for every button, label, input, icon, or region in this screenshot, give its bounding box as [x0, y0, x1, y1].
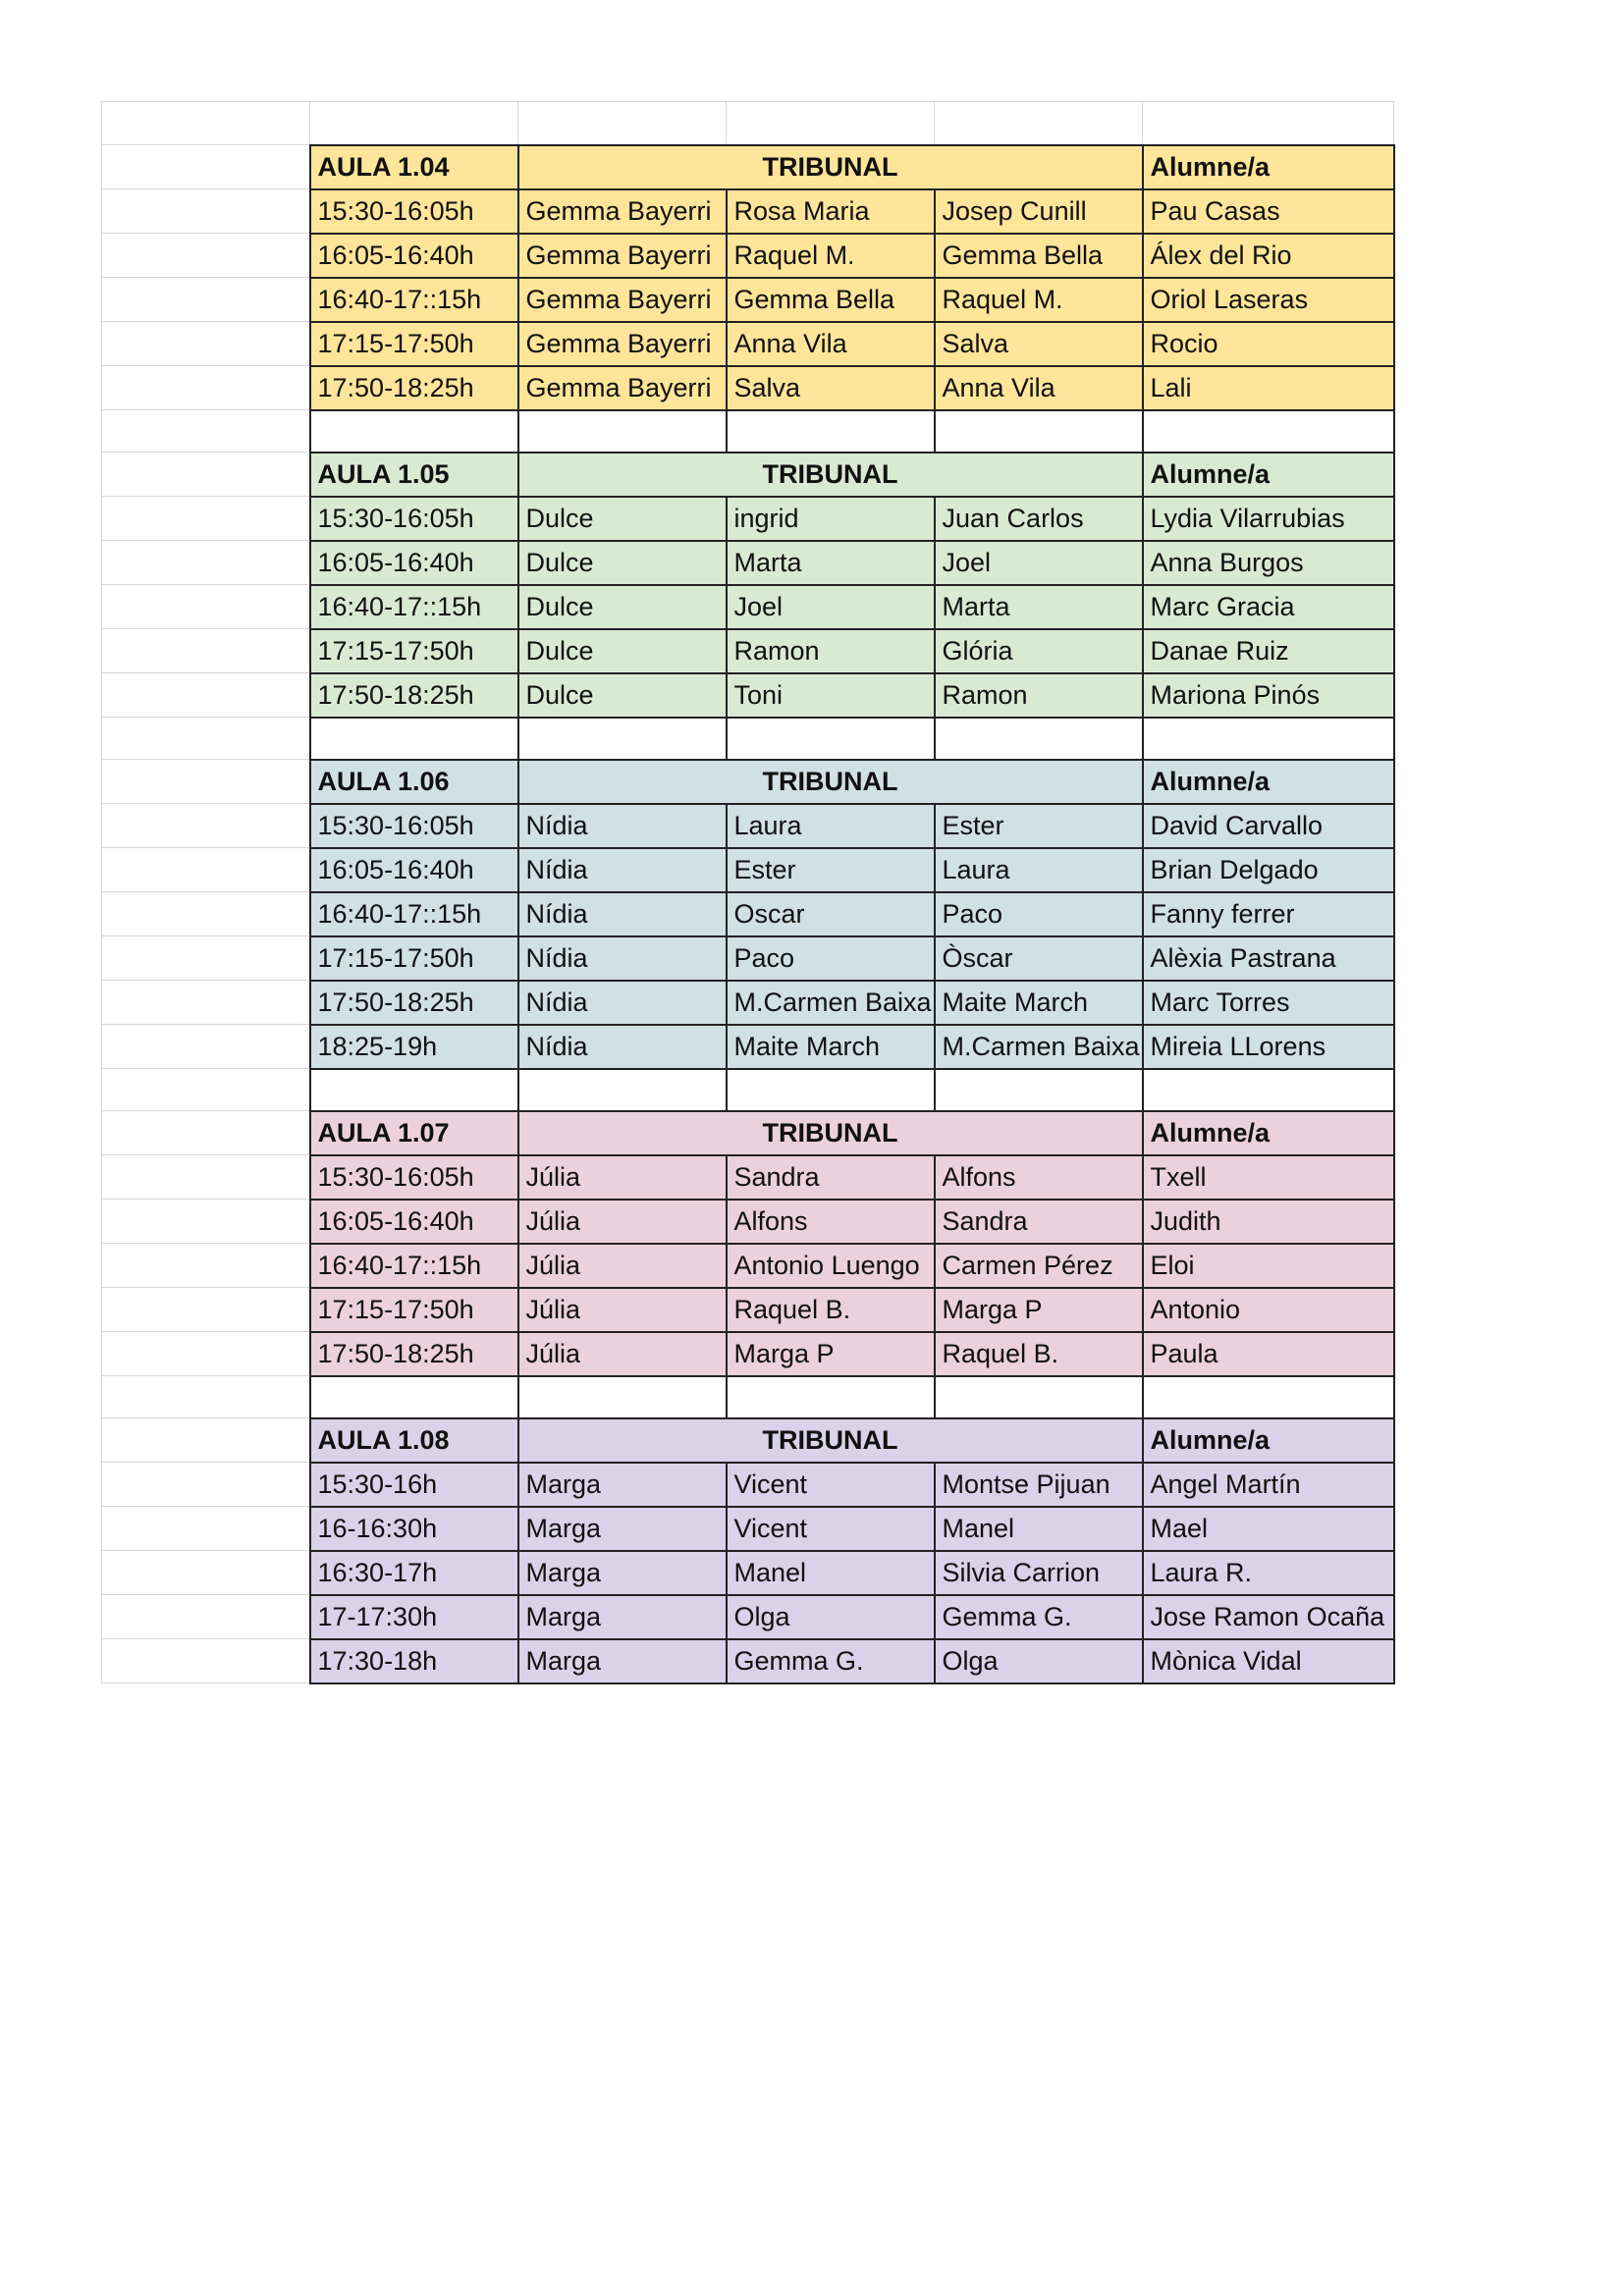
tribunal-member-2: Salva [727, 366, 935, 410]
tribunal-member-3: Raquel B. [935, 1332, 1143, 1376]
table-row [102, 1507, 1394, 1551]
empty-cell [518, 102, 727, 145]
table-row [102, 673, 1394, 718]
tribunal-member-2: ingrid [727, 497, 935, 541]
tribunal-member-1: Júlia [518, 1155, 727, 1200]
tribunal-member-1: Dulce [518, 673, 727, 718]
gutter-cell [102, 1418, 310, 1463]
table-row [102, 366, 1394, 410]
tribunal-member-3: Maite March [935, 981, 1143, 1025]
table-row [102, 1551, 1394, 1595]
table-row [102, 1463, 1394, 1507]
tribunal-member-3: Salva [935, 322, 1143, 366]
gutter-cell [102, 366, 310, 410]
gutter-cell [102, 1288, 310, 1332]
table-row [102, 804, 1394, 848]
table-row [102, 629, 1394, 673]
time-slot-cell: 16:40-17::15h [310, 1244, 518, 1288]
time-slot-cell: 16:05-16:40h [310, 541, 518, 585]
gutter-cell [102, 1639, 310, 1683]
table-row [102, 322, 1394, 366]
table-row [102, 1332, 1394, 1376]
student-name-cell: Anna Burgos [1143, 541, 1394, 585]
time-slot-cell: 15:30-16:05h [310, 1155, 518, 1200]
aula-header-row [102, 1111, 1394, 1155]
student-name-cell: Txell [1143, 1155, 1394, 1200]
table-row [102, 1639, 1394, 1683]
empty-cell [1143, 1376, 1394, 1418]
time-slot-cell: 17:15-17:50h [310, 629, 518, 673]
student-name-cell: Mael [1143, 1507, 1394, 1551]
tribunal-member-3: Laura [935, 848, 1143, 892]
tribunal-member-3: Sandra [935, 1200, 1143, 1244]
tribunal-member-1: Marga [518, 1639, 727, 1683]
tribunal-member-2: Rosa Maria [727, 189, 935, 234]
gutter-cell [102, 410, 310, 453]
tribunal-member-3: M.Carmen Baixa [935, 1025, 1143, 1069]
tribunal-member-2: Gemma G. [727, 1639, 935, 1683]
tribunal-member-2: Antonio Luengo [727, 1244, 935, 1288]
tribunal-member-1: Nídia [518, 848, 727, 892]
empty-cell [310, 102, 518, 145]
table-row [102, 1155, 1394, 1200]
time-slot-cell: 17:30-18h [310, 1639, 518, 1683]
empty-cell [518, 410, 727, 453]
empty-cell [935, 1376, 1143, 1418]
gutter-cell [102, 234, 310, 278]
table-row [102, 1288, 1394, 1332]
table-row [102, 1025, 1394, 1069]
table-row [102, 1244, 1394, 1288]
time-slot-cell: 17:50-18:25h [310, 366, 518, 410]
student-name-cell: Mònica Vidal [1143, 1639, 1394, 1683]
gutter-cell [102, 497, 310, 541]
empty-cell [935, 1069, 1143, 1111]
alumne-header: Alumne/a [1143, 1111, 1394, 1155]
gutter-cell [102, 892, 310, 936]
alumne-header: Alumne/a [1143, 453, 1394, 497]
table-row [102, 234, 1394, 278]
gutter-cell [102, 102, 310, 145]
tribunal-member-3: Anna Vila [935, 366, 1143, 410]
time-slot-cell: 16:05-16:40h [310, 1200, 518, 1244]
tribunal-member-3: Marga P [935, 1288, 1143, 1332]
empty-cell [727, 102, 935, 145]
tribunal-member-3: Gemma Bella [935, 234, 1143, 278]
time-slot-cell: 16:40-17::15h [310, 278, 518, 322]
tribunal-member-2: M.Carmen Baixa [727, 981, 935, 1025]
gutter-cell [102, 1376, 310, 1418]
tribunal-member-2: Olga [727, 1595, 935, 1639]
gutter-cell [102, 1507, 310, 1551]
tribunal-header: TRIBUNAL [518, 760, 1143, 804]
gutter-cell [102, 145, 310, 189]
spacer-row [102, 410, 1394, 453]
tribunal-member-1: Marga [518, 1595, 727, 1639]
empty-cell [518, 718, 727, 760]
aula-title: AULA 1.07 [310, 1111, 518, 1155]
tribunal-member-1: Nídia [518, 936, 727, 981]
table-row [102, 936, 1394, 981]
tribunal-member-1: Gemma Bayerri [518, 234, 727, 278]
gutter-cell [102, 1155, 310, 1200]
gutter-cell [102, 1551, 310, 1595]
gutter-cell [102, 1332, 310, 1376]
table-row [102, 189, 1394, 234]
time-slot-cell: 15:30-16:05h [310, 189, 518, 234]
table-row [102, 892, 1394, 936]
tribunal-member-3: Ester [935, 804, 1143, 848]
gutter-cell [102, 541, 310, 585]
tribunal-member-2: Raquel B. [727, 1288, 935, 1332]
sheet-body [102, 102, 1394, 1683]
tribunal-member-3: Marta [935, 585, 1143, 629]
tribunal-member-1: Júlia [518, 1288, 727, 1332]
time-slot-cell: 16:40-17::15h [310, 585, 518, 629]
tribunal-header: TRIBUNAL [518, 453, 1143, 497]
gutter-cell [102, 1111, 310, 1155]
student-name-cell: Jose Ramon Ocaña [1143, 1595, 1394, 1639]
table-row [102, 1200, 1394, 1244]
tribunal-member-3: Glória [935, 629, 1143, 673]
time-slot-cell: 17:50-18:25h [310, 673, 518, 718]
tribunal-member-3: Joel [935, 541, 1143, 585]
table-row [102, 981, 1394, 1025]
time-slot-cell: 16:05-16:40h [310, 234, 518, 278]
aula-header-row [102, 145, 1394, 189]
student-name-cell: Brian Delgado [1143, 848, 1394, 892]
table-row [102, 541, 1394, 585]
tribunal-member-2: Manel [727, 1551, 935, 1595]
gutter-cell [102, 848, 310, 892]
gutter-cell [102, 585, 310, 629]
tribunal-member-2: Joel [727, 585, 935, 629]
student-name-cell: Pau Casas [1143, 189, 1394, 234]
tribunal-member-2: Alfons [727, 1200, 935, 1244]
time-slot-cell: 16:30-17h [310, 1551, 518, 1595]
tribunal-member-1: Dulce [518, 497, 727, 541]
empty-cell [935, 718, 1143, 760]
aula-header-row [102, 760, 1394, 804]
tribunal-member-3: Raquel M. [935, 278, 1143, 322]
tribunal-member-1: Dulce [518, 629, 727, 673]
time-slot-cell: 17:50-18:25h [310, 981, 518, 1025]
tribunal-header: TRIBUNAL [518, 1111, 1143, 1155]
alumne-header: Alumne/a [1143, 145, 1394, 189]
empty-cell [310, 410, 518, 453]
time-slot-cell: 16:05-16:40h [310, 848, 518, 892]
time-slot-cell: 15:30-16:05h [310, 497, 518, 541]
empty-cell [518, 1069, 727, 1111]
tribunal-member-2: Marta [727, 541, 935, 585]
tribunal-header: TRIBUNAL [518, 1418, 1143, 1463]
aula-title: AULA 1.06 [310, 760, 518, 804]
tribunal-member-2: Maite March [727, 1025, 935, 1069]
time-slot-cell: 15:30-16:05h [310, 804, 518, 848]
tribunal-member-1: Marga [518, 1507, 727, 1551]
tribunal-member-2: Raquel M. [727, 234, 935, 278]
time-slot-cell: 15:30-16h [310, 1463, 518, 1507]
aula-title: AULA 1.04 [310, 145, 518, 189]
aula-header-row [102, 453, 1394, 497]
tribunal-member-3: Ramon [935, 673, 1143, 718]
tribunal-member-2: Anna Vila [727, 322, 935, 366]
gutter-cell [102, 981, 310, 1025]
gutter-cell [102, 1069, 310, 1111]
tribunal-member-3: Alfons [935, 1155, 1143, 1200]
table-row [102, 278, 1394, 322]
tribunal-member-2: Ramon [727, 629, 935, 673]
table-row [102, 1595, 1394, 1639]
spacer-row [102, 1069, 1394, 1111]
tribunal-member-2: Oscar [727, 892, 935, 936]
empty-cell [727, 410, 935, 453]
time-slot-cell: 17:15-17:50h [310, 936, 518, 981]
tribunal-member-1: Marga [518, 1463, 727, 1507]
empty-cell [1143, 102, 1394, 145]
empty-cell [310, 1376, 518, 1418]
empty-cell [310, 718, 518, 760]
tribunal-member-2: Ester [727, 848, 935, 892]
gutter-cell [102, 629, 310, 673]
gutter-cell [102, 278, 310, 322]
gutter-cell [102, 1595, 310, 1639]
tribunal-member-2: Vicent [727, 1507, 935, 1551]
table-row [102, 497, 1394, 541]
student-name-cell: Eloi [1143, 1244, 1394, 1288]
empty-top-row [102, 102, 1394, 145]
tribunal-header: TRIBUNAL [518, 145, 1143, 189]
tribunal-member-3: Juan Carlos [935, 497, 1143, 541]
tribunal-member-1: Nídia [518, 804, 727, 848]
tribunal-member-1: Nídia [518, 1025, 727, 1069]
aula-header-row [102, 1418, 1394, 1463]
student-name-cell: Mireia LLorens [1143, 1025, 1394, 1069]
gutter-cell [102, 760, 310, 804]
student-name-cell: Alèxia Pastrana [1143, 936, 1394, 981]
alumne-header: Alumne/a [1143, 760, 1394, 804]
tribunal-member-2: Paco [727, 936, 935, 981]
time-slot-cell: 16:40-17::15h [310, 892, 518, 936]
empty-cell [935, 102, 1143, 145]
empty-cell [1143, 718, 1394, 760]
gutter-cell [102, 189, 310, 234]
tribunal-member-1: Júlia [518, 1332, 727, 1376]
tribunal-member-1: Nídia [518, 892, 727, 936]
tribunal-member-1: Júlia [518, 1200, 727, 1244]
spacer-row [102, 1376, 1394, 1418]
empty-cell [1143, 410, 1394, 453]
gutter-cell [102, 1463, 310, 1507]
tribunal-member-1: Gemma Bayerri [518, 189, 727, 234]
gutter-cell [102, 1025, 310, 1069]
time-slot-cell: 17-17:30h [310, 1595, 518, 1639]
time-slot-cell: 17:50-18:25h [310, 1332, 518, 1376]
tribunal-member-1: Nídia [518, 981, 727, 1025]
student-name-cell: Judith [1143, 1200, 1394, 1244]
tribunal-member-1: Marga [518, 1551, 727, 1595]
student-name-cell: Álex del Rio [1143, 234, 1394, 278]
aula-title: AULA 1.08 [310, 1418, 518, 1463]
tribunal-member-1: Dulce [518, 585, 727, 629]
tribunal-member-3: Manel [935, 1507, 1143, 1551]
table-row [102, 585, 1394, 629]
tribunal-member-1: Dulce [518, 541, 727, 585]
student-name-cell: Laura R. [1143, 1551, 1394, 1595]
time-slot-cell: 17:15-17:50h [310, 1288, 518, 1332]
table-row [102, 848, 1394, 892]
tribunal-member-3: Paco [935, 892, 1143, 936]
student-name-cell: Oriol Laseras [1143, 278, 1394, 322]
gutter-cell [102, 1244, 310, 1288]
tribunal-member-2: Gemma Bella [727, 278, 935, 322]
time-slot-cell: 18:25-19h [310, 1025, 518, 1069]
time-slot-cell: 17:15-17:50h [310, 322, 518, 366]
gutter-cell [102, 804, 310, 848]
empty-cell [727, 1376, 935, 1418]
student-name-cell: Paula [1143, 1332, 1394, 1376]
tribunal-member-1: Gemma Bayerri [518, 366, 727, 410]
tribunal-member-3: Silvia Carrion [935, 1551, 1143, 1595]
gutter-cell [102, 453, 310, 497]
schedule-sheet [101, 101, 1395, 1684]
tribunal-member-3: Josep Cunill [935, 189, 1143, 234]
empty-cell [727, 718, 935, 760]
student-name-cell: Lali [1143, 366, 1394, 410]
student-name-cell: Angel Martín [1143, 1463, 1394, 1507]
student-name-cell: Danae Ruiz [1143, 629, 1394, 673]
tribunal-member-3: Carmen Pérez [935, 1244, 1143, 1288]
tribunal-member-2: Toni [727, 673, 935, 718]
tribunal-member-2: Sandra [727, 1155, 935, 1200]
gutter-cell [102, 673, 310, 718]
spacer-row [102, 718, 1394, 760]
gutter-cell [102, 322, 310, 366]
empty-cell [518, 1376, 727, 1418]
tribunal-member-3: Olga [935, 1639, 1143, 1683]
tribunal-member-3: Òscar [935, 936, 1143, 981]
aula-title: AULA 1.05 [310, 453, 518, 497]
gutter-cell [102, 1200, 310, 1244]
student-name-cell: Lydia Vilarrubias [1143, 497, 1394, 541]
student-name-cell: Antonio [1143, 1288, 1394, 1332]
time-slot-cell: 16-16:30h [310, 1507, 518, 1551]
student-name-cell: Marc Gracia [1143, 585, 1394, 629]
tribunal-member-2: Laura [727, 804, 935, 848]
tribunal-member-2: Vicent [727, 1463, 935, 1507]
student-name-cell: Fanny ferrer [1143, 892, 1394, 936]
tribunal-member-1: Gemma Bayerri [518, 322, 727, 366]
empty-cell [310, 1069, 518, 1111]
student-name-cell: Mariona Pinós [1143, 673, 1394, 718]
tribunal-member-1: Gemma Bayerri [518, 278, 727, 322]
empty-cell [935, 410, 1143, 453]
tribunal-member-1: Júlia [518, 1244, 727, 1288]
empty-cell [1143, 1069, 1394, 1111]
student-name-cell: Marc Torres [1143, 981, 1394, 1025]
alumne-header: Alumne/a [1143, 1418, 1394, 1463]
tribunal-member-3: Gemma G. [935, 1595, 1143, 1639]
tribunal-member-3: Montse Pijuan [935, 1463, 1143, 1507]
gutter-cell [102, 718, 310, 760]
tribunal-member-2: Marga P [727, 1332, 935, 1376]
empty-cell [727, 1069, 935, 1111]
gutter-cell [102, 936, 310, 981]
student-name-cell: Rocio [1143, 322, 1394, 366]
student-name-cell: David Carvallo [1143, 804, 1394, 848]
